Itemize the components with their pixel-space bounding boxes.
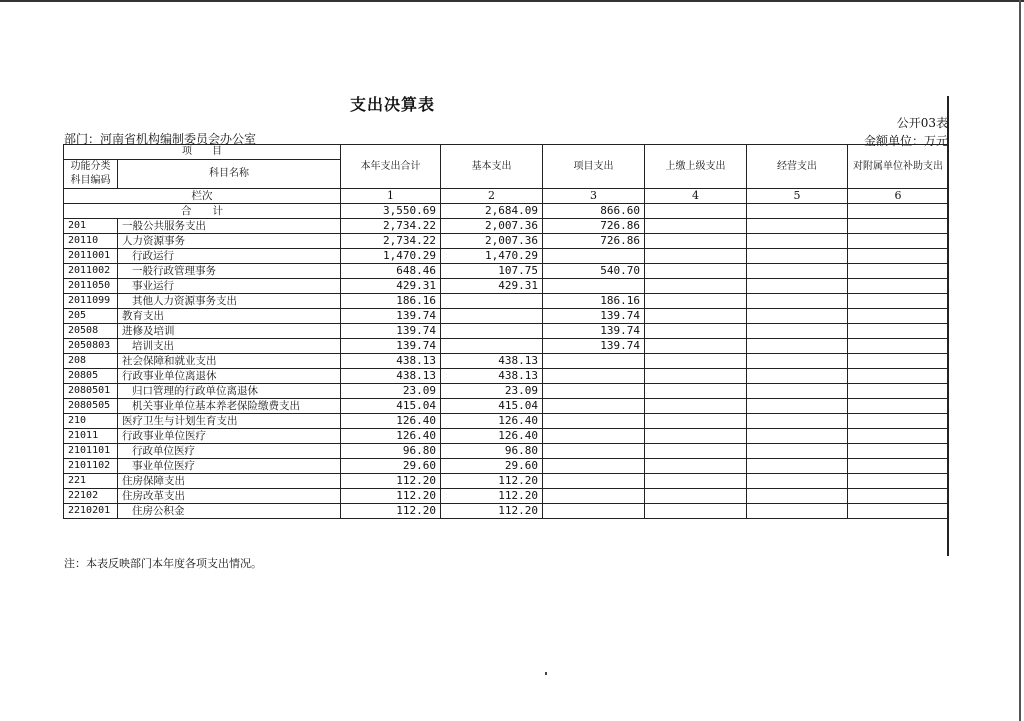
value-cell [747,234,848,249]
scan-edge-line [1019,0,1021,721]
value-cell [645,324,747,339]
sequence-cell: 2 [441,189,543,204]
sequence-cell: 1 [341,189,441,204]
value-cell: 438.13 [341,354,441,369]
row-name: 归口管理的行政单位离退休 [118,384,341,399]
value-cell [848,234,949,249]
row-code: 20110 [64,234,118,249]
value-cell [441,294,543,309]
value-cell [543,444,645,459]
value-cell: 112.20 [441,474,543,489]
value-cell: 2,007.36 [441,234,543,249]
value-cell [848,294,949,309]
value-cell [645,429,747,444]
value-cell [747,489,848,504]
row-code: 205 [64,309,118,324]
row-name: 一般行政管理事务 [118,264,341,279]
value-cell [747,309,848,324]
value-cell [645,204,747,219]
footnote: 注：本表反映部门本年度各项支出情况。 [64,557,262,570]
value-cell [543,354,645,369]
value-cell: 126.40 [441,429,543,444]
value-cell [747,399,848,414]
value-cell: 1,470.29 [441,249,543,264]
value-cell [645,489,747,504]
value-cell [848,504,949,519]
row-name: 人力资源事务 [118,234,341,249]
value-cell [747,294,848,309]
scan-speck [545,672,547,675]
row-code: 2050803 [64,339,118,354]
table-row [64,234,949,249]
value-cell: 112.20 [341,474,441,489]
value-cell: 112.20 [441,504,543,519]
value-cell: 29.60 [441,459,543,474]
value-cell [645,369,747,384]
table-row [64,369,949,384]
value-cell [848,249,949,264]
value-cell [645,459,747,474]
row-code: 201 [64,219,118,234]
value-cell [747,324,848,339]
row-code: 2101102 [64,459,118,474]
value-cell [543,474,645,489]
row-name: 行政运行 [118,249,341,264]
row-code: 210 [64,414,118,429]
value-cell [645,309,747,324]
value-cell [543,399,645,414]
value-cell [645,264,747,279]
value-cell [645,414,747,429]
value-cell [848,414,949,429]
row-code: 2011099 [64,294,118,309]
value-cell [848,279,949,294]
header-col-subsidy: 对附属单位补助支出 [848,145,949,189]
value-cell [747,279,848,294]
expenditure-table [63,144,949,519]
table-row [64,279,949,294]
value-cell [645,294,747,309]
value-cell [848,264,949,279]
value-cell [645,399,747,414]
sequence-cell: 4 [645,189,747,204]
table-row [64,294,949,309]
row-code: 2080501 [64,384,118,399]
table-row [64,444,949,459]
value-cell [747,369,848,384]
row-name: 医疗卫生与计划生育支出 [118,414,341,429]
value-cell [543,414,645,429]
sequence-row [64,189,949,204]
value-cell: 2,734.22 [341,234,441,249]
value-cell [645,339,747,354]
header-row-top [64,145,949,160]
row-code: 2011050 [64,279,118,294]
value-cell: 112.20 [341,489,441,504]
total-label: 合 计 [64,204,341,219]
row-name: 培训支出 [118,339,341,354]
value-cell [848,354,949,369]
value-cell [645,219,747,234]
table-row [64,324,949,339]
value-cell: 126.40 [441,414,543,429]
table-row [64,309,949,324]
value-cell: 107.75 [441,264,543,279]
value-cell: 415.04 [341,399,441,414]
value-cell [747,429,848,444]
row-name: 住房公积金 [118,504,341,519]
sequence-label: 栏次 [64,189,341,204]
value-cell [848,489,949,504]
row-name: 进修及培训 [118,324,341,339]
header-col-remit: 上缴上级支出 [645,145,747,189]
value-cell: 648.46 [341,264,441,279]
value-cell [848,309,949,324]
value-cell: 726.86 [543,219,645,234]
row-code: 20508 [64,324,118,339]
value-cell [747,204,848,219]
value-cell: 429.31 [341,279,441,294]
value-cell [848,474,949,489]
value-cell [848,384,949,399]
table-row [64,264,949,279]
table-body [64,145,949,519]
value-cell [848,369,949,384]
value-cell: 139.74 [341,324,441,339]
table-row [64,249,949,264]
value-cell: 23.09 [441,384,543,399]
value-cell: 96.80 [341,444,441,459]
top-border-line [0,0,1024,2]
value-cell: 112.20 [341,504,441,519]
row-name: 住房改革支出 [118,489,341,504]
value-cell [747,249,848,264]
table-row [64,429,949,444]
value-cell: 726.86 [543,234,645,249]
value-cell: 2,734.22 [341,219,441,234]
value-cell: 139.74 [543,339,645,354]
sequence-cell: 6 [848,189,949,204]
table-row [64,414,949,429]
sequence-cell: 5 [747,189,848,204]
value-cell: 96.80 [441,444,543,459]
value-cell [747,354,848,369]
row-code: 21011 [64,429,118,444]
value-cell [645,249,747,264]
value-cell [441,309,543,324]
total-row [64,204,949,219]
value-cell [543,504,645,519]
value-cell [543,279,645,294]
row-code: 2080505 [64,399,118,414]
value-cell [848,459,949,474]
table-row [64,339,949,354]
value-cell [543,369,645,384]
table-row [64,384,949,399]
header-col-total: 本年支出合计 [341,145,441,189]
table-row [64,399,949,414]
row-code: 2011002 [64,264,118,279]
value-cell [848,339,949,354]
row-name: 教育支出 [118,309,341,324]
value-cell: 126.40 [341,429,441,444]
table-row [64,474,949,489]
value-cell [645,474,747,489]
value-cell [543,249,645,264]
value-cell: 438.13 [441,369,543,384]
value-cell [848,219,949,234]
table-row [64,489,949,504]
row-name: 行政单位医疗 [118,444,341,459]
row-code: 22102 [64,489,118,504]
row-code: 208 [64,354,118,369]
value-cell [645,504,747,519]
row-name: 一般公共服务支出 [118,219,341,234]
value-cell [747,264,848,279]
row-code: 2210201 [64,504,118,519]
value-cell: 139.74 [341,339,441,354]
value-cell [747,444,848,459]
department-label: 部门：河南省机构编制委员会办公室 [64,132,257,146]
row-name: 行政事业单位医疗 [118,429,341,444]
value-cell [848,204,949,219]
value-cell [747,414,848,429]
value-cell: 139.74 [341,309,441,324]
value-cell: 2,007.36 [441,219,543,234]
header-name: 科目名称 [118,160,341,189]
value-cell [747,459,848,474]
value-cell: 540.70 [543,264,645,279]
value-cell: 139.74 [543,309,645,324]
value-cell [543,459,645,474]
value-cell: 139.74 [543,324,645,339]
value-cell [747,474,848,489]
value-cell [441,339,543,354]
value-cell: 29.60 [341,459,441,474]
value-cell [645,384,747,399]
page-title: 支出决算表 [350,95,436,114]
row-name: 其他人力资源事务支出 [118,294,341,309]
value-cell [645,279,747,294]
value-cell [645,234,747,249]
header-col-project: 项目支出 [543,145,645,189]
value-cell: 186.16 [341,294,441,309]
sequence-cell: 3 [543,189,645,204]
value-cell [747,219,848,234]
header-items: 项 目 [64,145,341,160]
value-cell: 415.04 [441,399,543,414]
value-cell [543,384,645,399]
value-cell: 2,684.09 [441,204,543,219]
value-cell [747,384,848,399]
header-code: 功能分类科目编码 [64,160,118,189]
value-cell: 126.40 [341,414,441,429]
value-cell: 23.09 [341,384,441,399]
row-name: 住房保障支出 [118,474,341,489]
amount-unit: 金额单位：万元 [863,134,948,148]
value-cell [848,324,949,339]
row-name: 机关事业单位基本养老保险缴费支出 [118,399,341,414]
value-cell [543,429,645,444]
value-cell [848,444,949,459]
row-code: 2101101 [64,444,118,459]
value-cell: 438.13 [441,354,543,369]
value-cell [747,339,848,354]
header-col-basic: 基本支出 [441,145,543,189]
table-row [64,459,949,474]
value-cell: 429.31 [441,279,543,294]
header-col-business: 经营支出 [747,145,848,189]
row-name: 行政事业单位离退休 [118,369,341,384]
table-row [64,354,949,369]
value-cell [747,504,848,519]
form-number: 公开03表 [896,116,948,130]
table-row [64,219,949,234]
table-row [64,504,949,519]
row-code: 2011001 [64,249,118,264]
row-name: 事业运行 [118,279,341,294]
value-cell [543,489,645,504]
value-cell: 186.16 [543,294,645,309]
row-code: 221 [64,474,118,489]
row-name: 社会保障和就业支出 [118,354,341,369]
row-name: 事业单位医疗 [118,459,341,474]
value-cell: 1,470.29 [341,249,441,264]
row-code: 20805 [64,369,118,384]
value-cell: 866.60 [543,204,645,219]
value-cell: 438.13 [341,369,441,384]
value-cell [645,444,747,459]
value-cell [848,429,949,444]
value-cell [848,399,949,414]
value-cell [645,354,747,369]
value-cell [441,324,543,339]
value-cell: 3,550.69 [341,204,441,219]
value-cell: 112.20 [441,489,543,504]
